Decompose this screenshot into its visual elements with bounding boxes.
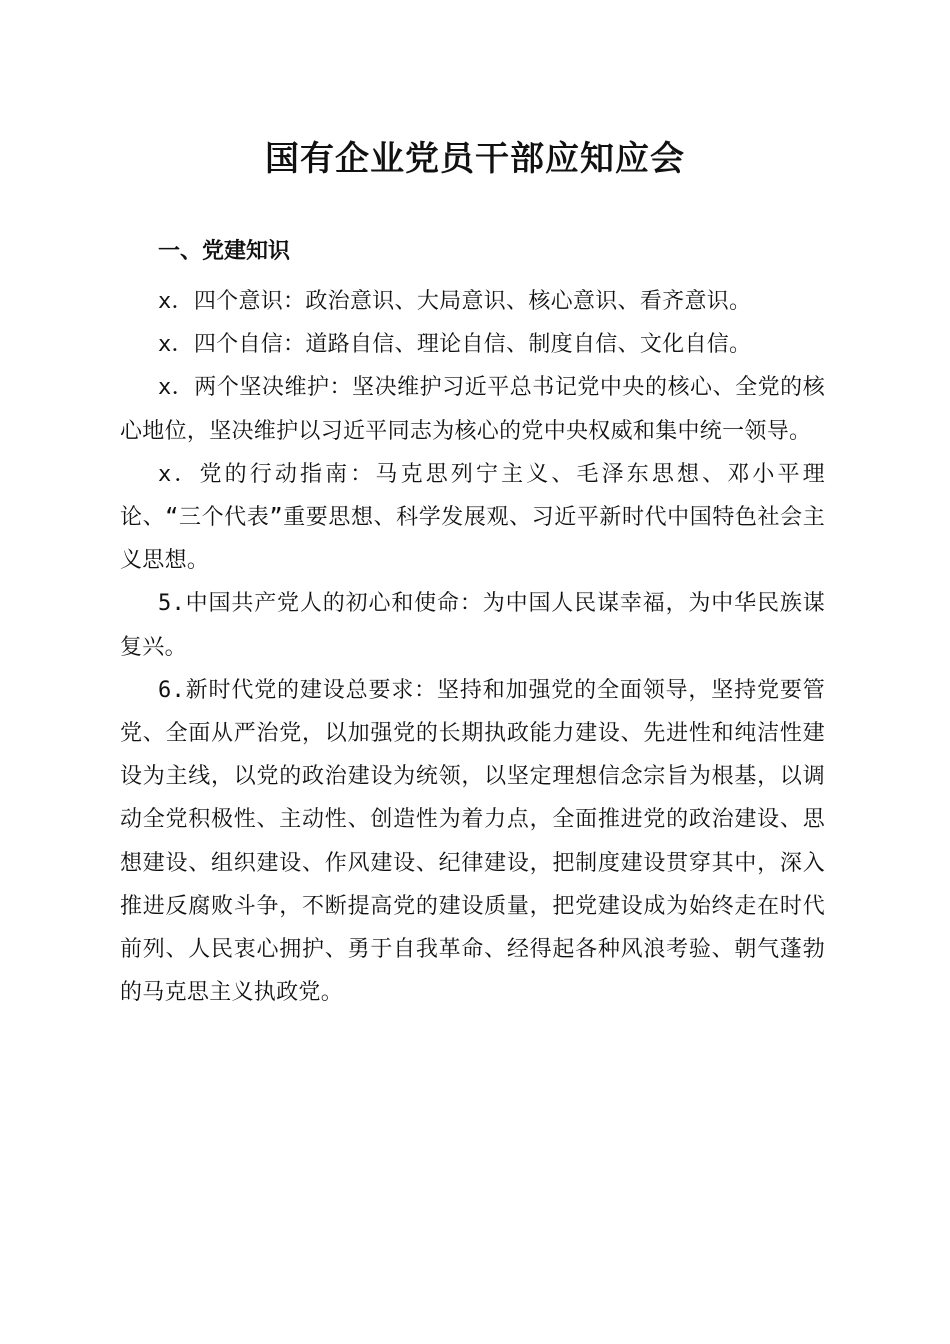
paragraph-original-aspiration: 5.中国共产党人的初心和使命：为中国人民谋幸福，为中华民族谋复兴。 bbox=[120, 591, 825, 660]
document-body bbox=[120, 280, 825, 1014]
paragraph-four-confidences: x．四个自信：道路自信、理论自信、制度自信、文化自信。 bbox=[158, 332, 752, 358]
paragraph-four-consciousness: x．四个意识：政治意识、大局意识、核心意识、看齐意识。 bbox=[158, 289, 752, 314]
paragraph-guiding-thought: x．党的行动指南：马克思列宁主义、毛泽东思想、邓小平理论、“三个代表”重要思想、科学发展观、习近平新时代中国特色社会主义思想。 bbox=[120, 461, 825, 574]
section-heading: 一、党建知识 bbox=[158, 239, 291, 264]
paragraph-two-upholds: x．两个坚决维护：坚决维护习近平总书记党中央的核心、全党的核心地位，坚决维护以习近平同志为核心的党中央权威和集中统一领导。 bbox=[120, 375, 825, 444]
paragraph-party-building-requirements: 6.新时代党的建设总要求：坚持和加强党的全面领导，坚持党要管党、全面从严治党，以加强党的长期执政能力建设、先进性和纯洁性建设为主线，以党的政治建设为统领，以坚定理想信念宗旨为根基，以调动全党积极性、主动性、创造性为着力点，全面推进党的政治建设、思想建设、组织建设、作风建设、纪律建设，把制度建设贯穿其中，深入推进反腐败斗争，不断提高党的建设质量，把党建设成为始终走在时代前列、人民衷心拥护、勇于自我革命、经得起各种风浪考验、朝气蓬勃的马克思主义执政党。 bbox=[120, 677, 825, 1006]
document-title: 国有企业党员干部应知应会 bbox=[265, 139, 685, 179]
